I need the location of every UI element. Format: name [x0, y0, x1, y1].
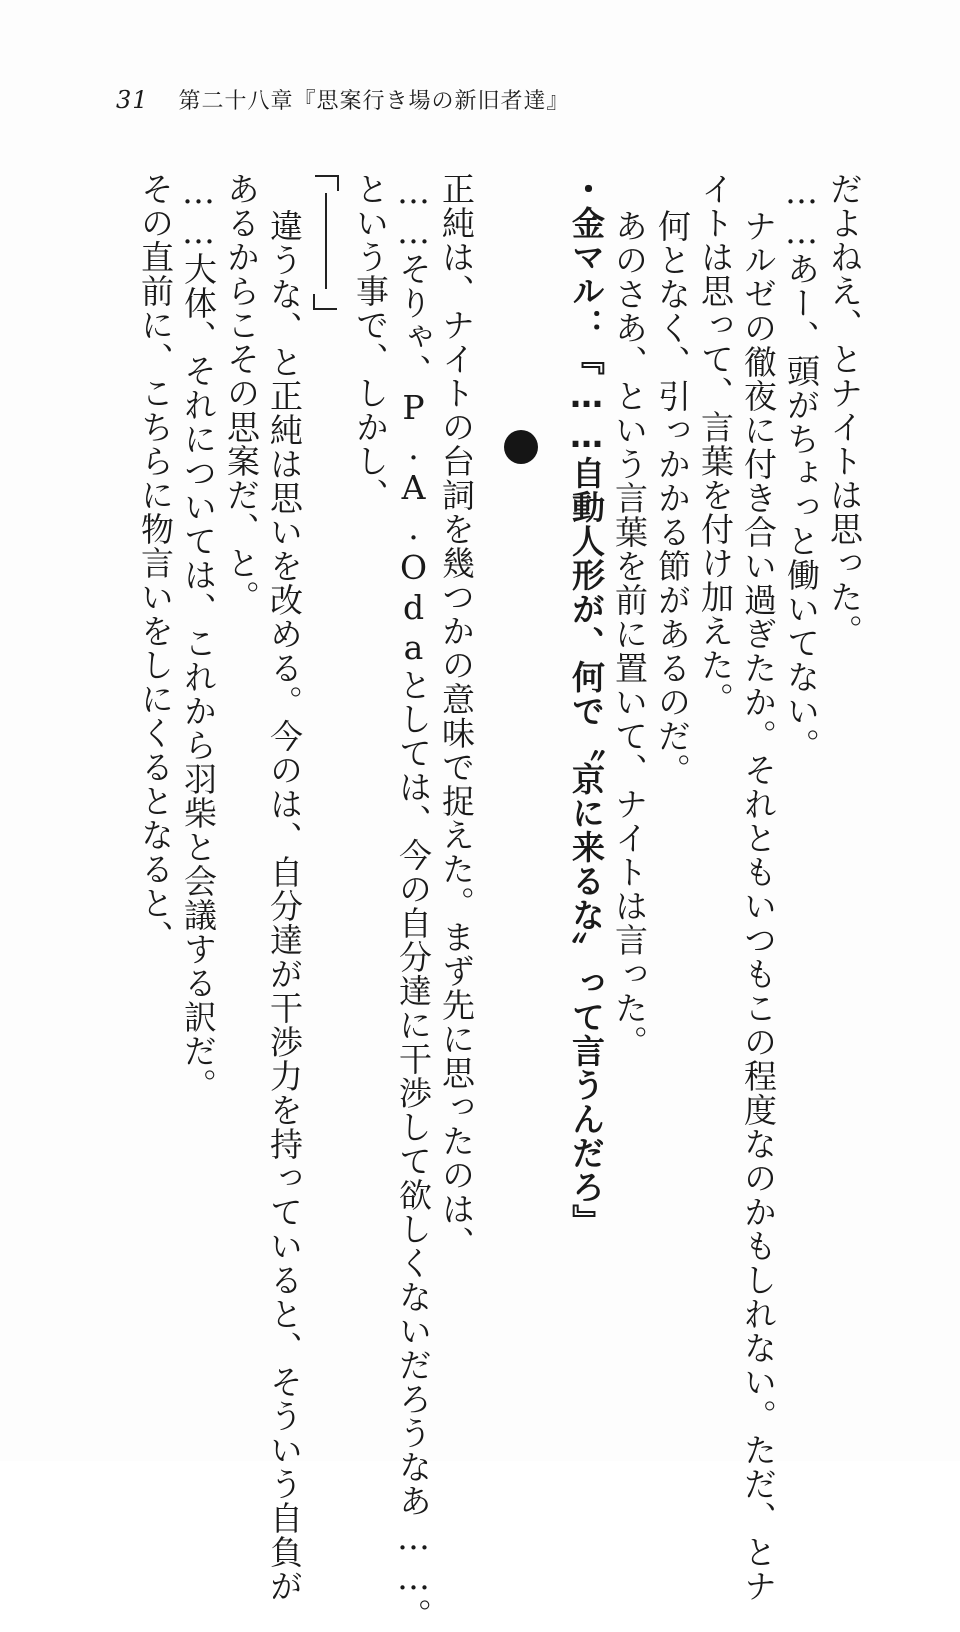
line-text: あるからこその思案だ、と。: [222, 172, 261, 614]
page-number: 31: [116, 86, 149, 114]
section-break-dot: [504, 430, 538, 464]
text-line-10: [348, 0, 392, 1461]
text-line-7: [564, 0, 608, 1461]
line-text: ……あー、頭がちょっと働いてない。: [782, 172, 821, 762]
dash-line: [325, 193, 327, 289]
open-bracket: [315, 175, 339, 191]
line-text: イトは思って、言葉を付け加えた。: [696, 172, 735, 716]
text-line-14: [176, 0, 220, 1461]
line-text: 正純は、ナイトの台詞を幾つかの意味で捉えた。まず先に思ったのは、: [437, 172, 476, 1260]
text-line-12: [262, 0, 306, 1603]
line-text: ……大体、それについては、これから羽柴と会議する訳だ。: [179, 172, 218, 1102]
text-line-11: [305, 0, 349, 1461]
text-line-3: [736, 0, 780, 1603]
line-text: 違うな、と正純は思いを改める。今のは、自分達が干渉力を持っていると、そういう自負が: [265, 209, 304, 1603]
line-text: その直前に、こちらに物言いをしにくるとなると、: [136, 172, 175, 954]
line-text: という事で、しかし、: [351, 172, 390, 512]
line-text: ……そりゃ、P.A.Odaとしては、今の自分達に干渉して欲しくないだろうなあ……。: [394, 172, 433, 1632]
dash-quote-graphic: [311, 175, 341, 310]
line-text: ・金マル：『……自動人形が、何で〝京に来るな〟って言うんだろ』: [567, 172, 606, 1238]
text-line-15: [133, 0, 177, 1461]
text-line-13: [219, 0, 263, 1461]
close-bracket: [313, 294, 337, 310]
line-text: 何となく、引っかかる節があるのだ。: [653, 209, 692, 787]
text-line-9: [391, 0, 435, 1632]
text-line-4: [693, 0, 737, 1461]
line-text: ナルゼの徹夜に付き合い過ぎたか。それともいつもこの程度なのかもしれない。ただ、とナ: [739, 209, 778, 1603]
text-line-5: [650, 0, 694, 1461]
line-text: だよねえ、とナイトは思った。: [825, 172, 864, 648]
chapter-title: 第二十八章『思案行き場の新旧者達』: [178, 89, 570, 114]
text-line-1: [822, 0, 866, 1461]
text-line-6: [607, 0, 651, 1461]
line-text: あのさあ、という言葉を前に置いて、ナイトは言った。: [610, 209, 649, 1059]
text-line-8: [434, 0, 478, 1461]
text-line-2: [779, 0, 823, 1461]
